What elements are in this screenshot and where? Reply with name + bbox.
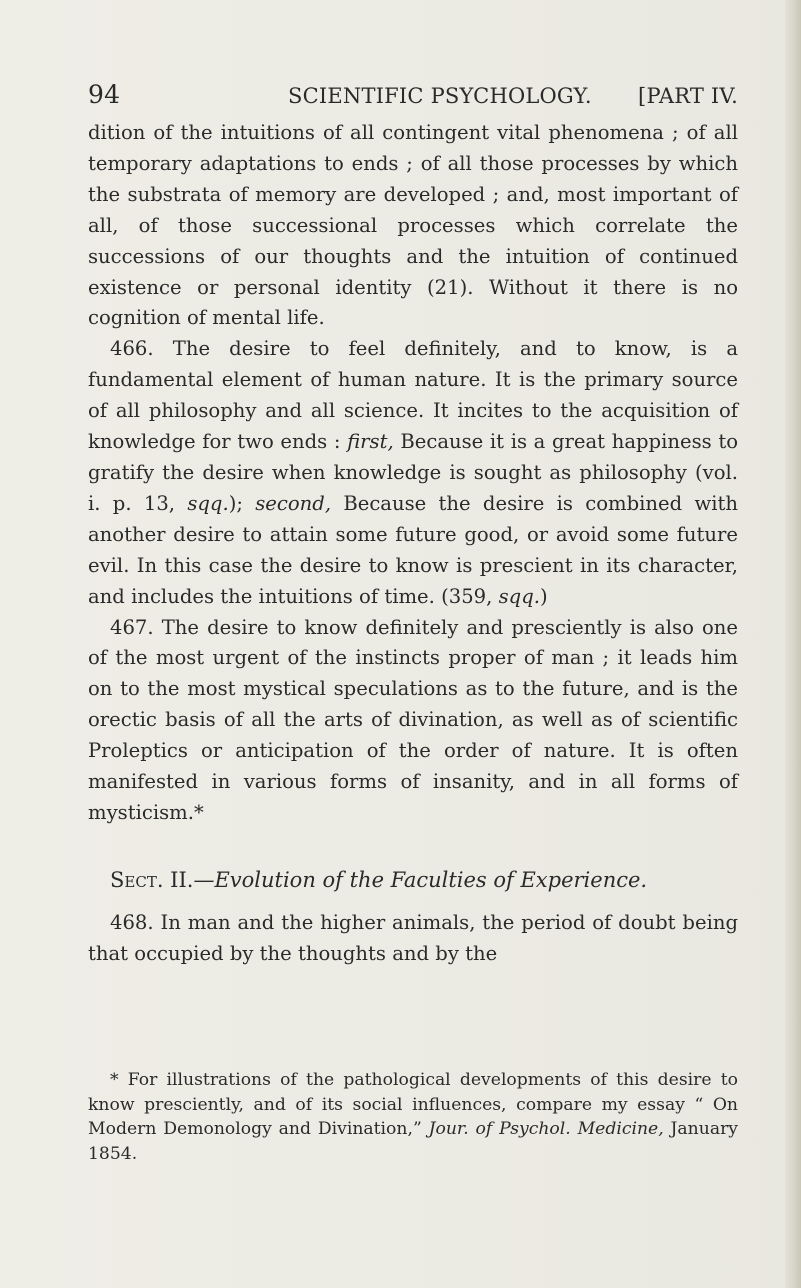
part-label: [PART IV. [638, 84, 738, 108]
p466-text-e: ) [539, 584, 548, 608]
running-title: SCIENTIFIC PSYCHOLOGY. [288, 84, 592, 108]
footnote-text-a: * For illustrations of the pathological developments of this desire to know presciently, and of its social influences, compare my essay “ On Modern Demonology and Divination,” [88, 1070, 738, 1140]
page-number: 94 [88, 80, 121, 109]
paragraph-continuation: dition of the intuitions of all contingent vital phenomena ; of all temporary adaptations to ends ; of all those processes by which the substrata of memory are developed ; and, most important of all, of those successional processes which correlate the successions of our thoughts and the intuition of continued existence or personal identity (21). Without it there is no cognition of mental life. [88, 121, 738, 330]
p466-second: second, [255, 491, 332, 515]
body-text [88, 118, 738, 970]
footnote-journal: Jour. of Psychol. Medicine, [428, 1119, 664, 1140]
section-heading [88, 865, 738, 896]
section-title: —Evolution of the Faculties of Experience. [193, 867, 648, 892]
footnote [88, 1068, 738, 1166]
paragraph-467: 467. The desire to know definitely and presciently is also one of the most urgent of the instincts proper of man ; it leads him on to the most mystical speculations as to the future, and is the orectic basis of all the arts of divination, as well as of scientific Proleptics or anticipation of the order of nature. It is often manifested in various forms of insanity, and in all forms of mysticism.* [88, 615, 738, 824]
footnote-text [88, 1068, 738, 1166]
p466-sqq-2: sqq. [498, 584, 540, 608]
page-edge-shadow [785, 0, 801, 1288]
p466-sqq-1: sqq. [187, 491, 229, 515]
section-label: Sect. II. [110, 867, 194, 892]
paragraph-468: 468. In man and the higher animals, the period of doubt being that occupied by the thoughts and by the [88, 910, 738, 965]
running-header [88, 80, 738, 114]
paragraph-466 [88, 334, 738, 612]
p466-text-a: 466. The desire to feel definitely, and to know, is a fundamental element of human nature. It is the primary source of all philosophy and all science. It incites to the acquisition of knowledge for two ends : [88, 337, 738, 454]
footnote-text-b: January 1854. [88, 1119, 738, 1164]
p466-first: first, [347, 430, 394, 454]
p466-text-d: Because the desire is combined with another desire to attain some future good, or avoid some future evil. In this case the desire to know is prescient in its character, and includes the intuitions of time. (359, [88, 491, 738, 608]
p466-text-c: ); [228, 491, 256, 515]
p466-text-b: Because it is a great happiness to gratify the desire when knowledge is sought as philosophy (vol. i. p. 13, [88, 430, 738, 515]
